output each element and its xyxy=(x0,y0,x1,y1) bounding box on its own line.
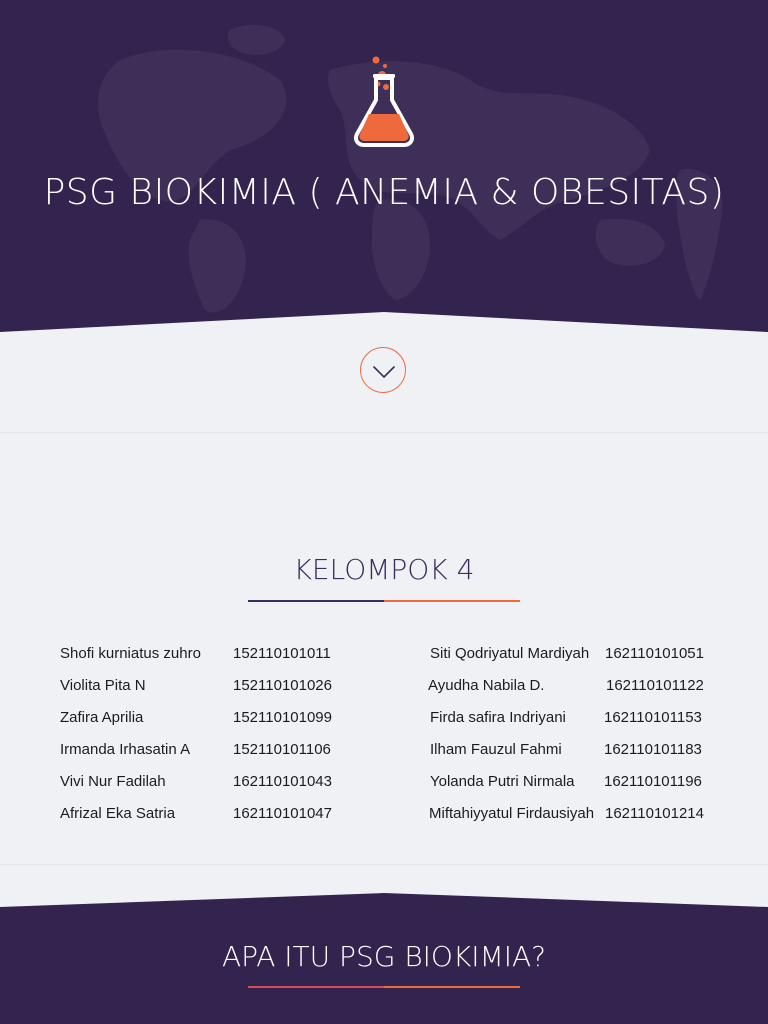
member-nim: 162110101043 xyxy=(233,773,332,790)
section-heading: APA ITU PSG BIOKIMIA? xyxy=(222,940,546,973)
chevron-down-icon xyxy=(361,348,407,394)
group-title: KELOMPOK 4 xyxy=(293,553,475,586)
member-nim: 152110101026 xyxy=(233,677,332,694)
member-name: Ilham Fauzul Fahmi xyxy=(430,741,562,758)
member-nim: 152110101011 xyxy=(233,645,331,662)
section-divider xyxy=(0,432,768,433)
footer-underline-left xyxy=(248,986,384,988)
footer-underline-right xyxy=(384,986,520,988)
member-nim: 162110101153 xyxy=(604,709,702,726)
member-name: Firda safira Indriyani xyxy=(430,709,566,726)
member-nim: 162110101183 xyxy=(604,741,702,758)
member-nim: 152110101099 xyxy=(233,709,332,726)
flask-icon xyxy=(349,52,419,152)
hero-banner xyxy=(0,0,768,345)
member-nim: 162110101196 xyxy=(604,773,702,790)
title-underline-left xyxy=(248,600,384,602)
member-name: Shofi kurniatus zuhro xyxy=(60,645,201,662)
member-name: Siti Qodriyatul Mardiyah xyxy=(430,645,590,662)
scroll-down-button[interactable] xyxy=(360,347,406,393)
member-name: Afrizal Eka Satria xyxy=(60,805,176,822)
member-nim: 152110101106 xyxy=(233,741,331,758)
member-nim: 162110101047 xyxy=(233,805,332,822)
member-nim: 162110101122 xyxy=(606,677,704,694)
member-name: Zafira Aprilia xyxy=(60,709,144,726)
member-name: Miftahiyyatul Firdausiyah xyxy=(429,805,595,822)
member-name: Ayudha Nabila D. xyxy=(428,677,545,694)
member-name: Vivi Nur Fadilah xyxy=(60,773,166,790)
title-underline-right xyxy=(384,600,520,602)
member-nim: 162110101051 xyxy=(605,645,704,662)
member-name: Yolanda Putri Nirmala xyxy=(430,773,575,790)
member-name: Violita Pita N xyxy=(60,677,146,694)
member-nim: 162110101214 xyxy=(605,805,704,822)
page-title: PSG BIOKIMIA ( ANEMIA & OBESITAS) xyxy=(43,172,725,213)
member-name: Irmanda Irhasatin A xyxy=(60,741,191,758)
